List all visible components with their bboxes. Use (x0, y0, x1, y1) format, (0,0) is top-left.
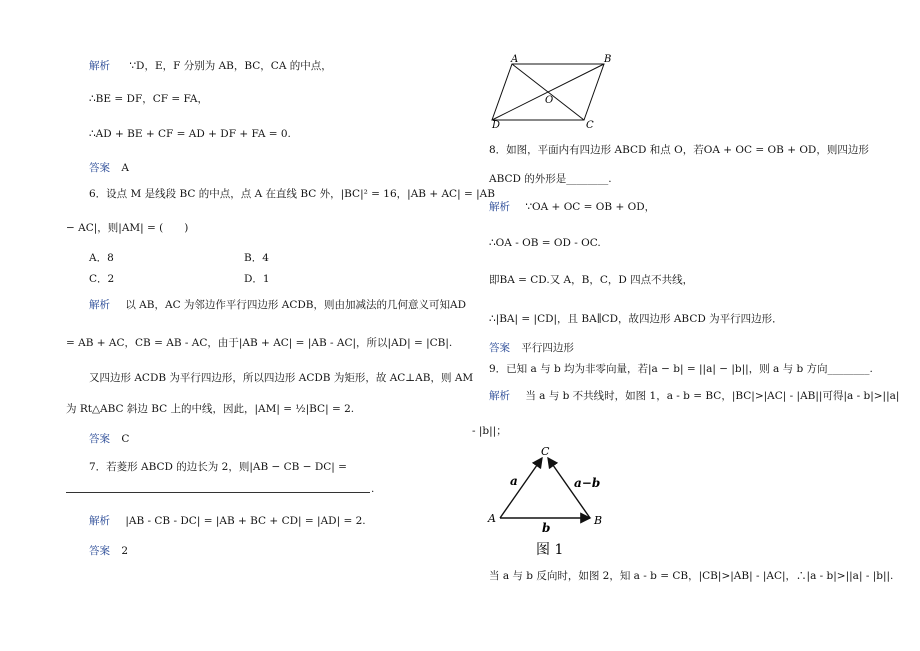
question-6-line-2: − AC|，则|AM| = ( ) (66, 222, 189, 234)
vector-label-a: a (510, 474, 518, 488)
solution-label: 解析 (89, 515, 110, 527)
answer-8 (489, 341, 574, 355)
solution-text: 以 AB，AC 为邻边作平行四边形 ACDB，则由加减法的几何意义可知AD (125, 299, 467, 311)
solution-label: 解析 (489, 390, 510, 402)
answer-value: 2 (121, 545, 129, 557)
question-7-line-1: 7．若菱形 ABCD 的边长为 2，则|AB − CB − DC| = (89, 461, 347, 473)
question-8-line-2: ABCD 的外形是________. (489, 173, 612, 185)
blank-end-period: . (371, 483, 375, 495)
answer-blank-line (66, 492, 370, 493)
question-9-line-1: 9．已知 a 与 b 均为非零向量，若|a − b| = ||a| − |b||，则 a 与 b 方向________. (489, 363, 873, 375)
solution-7 (89, 514, 366, 528)
triangle-figure-1 (484, 440, 614, 562)
answer-label: 答案 (89, 545, 110, 557)
solution-6-line-2: = AB + AC，CB = AB - AC，由于|AB + AC| = |AB - AC|，所以|AD| = |CB|. (66, 337, 453, 349)
option-d: D．1 (244, 273, 270, 285)
solution-text: ∵OA + OC = OB + OD， (525, 201, 656, 213)
vector-label-a-minus-b: a−b (574, 476, 601, 490)
vertex-label-d: D (492, 120, 501, 130)
answer-value: A (121, 162, 129, 174)
answer-5 (89, 161, 129, 175)
solution-text: ∵D，E，F 分别为 AB，BC，CA 的中点， (129, 60, 332, 72)
solution-6-line-3: 又四边形 ACDB 为平行四边形，所以四边形 ACDB 为矩形，故 AC⊥AB，则 AM (89, 372, 474, 384)
question-6-line-1: 6．设点 M 是线段 BC 的中点，点 A 在直线 BC 外，|BC|² = 16，|AB + AC| = |AB (89, 188, 495, 200)
answer-7 (89, 544, 128, 558)
solution-5-line-3: ∴AD + BE + CF = AD + DF + FA = 0. (89, 128, 291, 140)
vector-label-b: b (542, 521, 551, 535)
solution-8-line-4: ∴|BA| = |CD|，且 BA∥CD，故四边形 ABCD 为平行四边形． (489, 313, 783, 325)
answer-label: 答案 (89, 162, 110, 174)
center-label-o: O (545, 95, 554, 106)
solution-5-line-2: ∴BE = DF，CF = FA， (89, 93, 208, 105)
option-b: B．4 (244, 252, 269, 264)
answer-6 (89, 432, 129, 446)
solution-9-line-2: - |b||； (472, 425, 507, 437)
question-8-line-1: 8．如图，平面内有四边形 ABCD 和点 O，若OA + OC = OB + OD，则四边形 (489, 144, 869, 156)
solution-8-line-1 (489, 200, 655, 214)
solution-text: 当 a 与 b 不共线时，如图 1，a - b = BC，|BC|>|AC| - |AB||可得|a - b|>||a| (525, 390, 900, 402)
parallelogram-figure (488, 54, 618, 130)
answer-label: 答案 (489, 342, 510, 354)
vertex-label-b: B (604, 54, 612, 65)
option-a: A．8 (89, 252, 114, 264)
vertex-label-c: C (541, 445, 550, 458)
solution-9-line-3: 当 a 与 b 反向时，如图 2，知 a - b = CB，|CB|>|AB| - |AC|，∴|a - b|>||a| - |b||. (489, 570, 894, 582)
answer-value: 平行四边形 (521, 342, 574, 354)
solution-label: 解析 (489, 201, 510, 213)
solution-9-line-1 (489, 389, 899, 403)
solution-8-line-3: 即BA = CD.又 A，B，C，D 四点不共线， (489, 274, 694, 286)
vertex-label-c: C (586, 120, 594, 130)
vertex-label-a: A (511, 54, 519, 65)
answer-label: 答案 (89, 433, 110, 445)
vertex-label-a: A (488, 512, 496, 525)
solution-5-line-1 (89, 59, 332, 73)
solution-6-line-1 (89, 298, 466, 312)
solution-8-line-2: ∴OA - OB = OD - OC. (489, 237, 601, 249)
solution-text: |AB - CB - DC| = |AB + BC + CD| = |AD| = 2. (125, 515, 366, 527)
figure-caption: 图 1 (536, 542, 564, 558)
solution-6-line-4: 为 Rt△ABC 斜边 BC 上的中线，因此，|AM| = ½|BC| = 2. (66, 403, 355, 415)
solution-label: 解析 (89, 60, 110, 72)
answer-value: C (121, 433, 130, 445)
option-c: C．2 (89, 273, 115, 285)
solution-label: 解析 (89, 299, 110, 311)
vertex-label-b: B (594, 514, 603, 527)
